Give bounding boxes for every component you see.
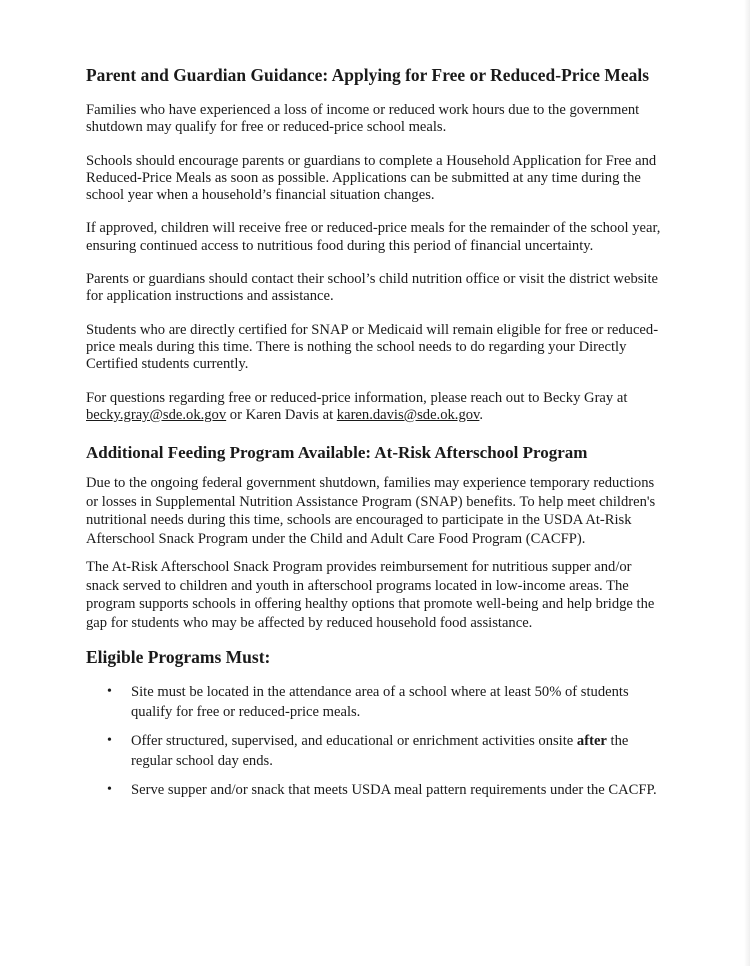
bullet-icon: • [107, 782, 112, 798]
section-title-eligible-programs: Eligible Programs Must: [86, 647, 271, 668]
bullet-icon: • [107, 684, 112, 700]
paragraph-at-risk-program: The At-Risk Afterschool Snack Program provides reimbursement for nutritious supper and/or snack served to children and youth in afterschool programs located in low-income areas. The program supports schools in offering healthy options that promote well-being and help bridge the gap for students who may be affected by reduced household food assistance. [86, 559, 655, 631]
list-item [86, 780, 662, 800]
contact-suffix-text: . [479, 406, 484, 423]
page-edge-shadow [744, 0, 750, 966]
section-title-parent-guidance: Parent and Guardian Guidance: Applying for Free or Reduced-Price Meals [86, 65, 650, 85]
section-title-additional-feeding: Additional Feeding Program Available: At-Risk Afterschool Program [86, 443, 588, 463]
email-link-karen-davis[interactable]: karen.davis@sde.ok.gov [336, 406, 480, 423]
list-item-text: Serve supper and/or snack that meets USDA meal pattern requirements under the CACFP. [131, 782, 657, 799]
contact-prefix-text: For questions regarding free or reduced-price information, please reach out to Becky Gray at [86, 389, 628, 406]
contact-middle-text: or Karen Davis at [226, 406, 337, 423]
email-link-becky-gray[interactable]: becky.gray@sde.ok.gov [86, 406, 227, 423]
list-item-text: Offer structured, supervised, and educational or enrichment activities onsite [131, 733, 577, 750]
paragraph-household-application: Schools should encourage parents or guardians to complete a Household Application for Free and Reduced-Price Meals as soon as possible. Applications can be submitted at any time during the school year when a household’s financial situation changes. [86, 152, 657, 204]
eligibility-list [86, 682, 662, 800]
paragraph-if-approved: If approved, children will receive free or reduced-price meals for the remainder of the school year, ensuring continued access to nutritious food during this period of financial uncertainty. [86, 220, 661, 254]
list-item-bold-text: after [576, 733, 607, 750]
paragraph-questions-contact [86, 390, 662, 425]
list-item-text: Site must be located in the attendance area of a school where at least 50% of students qualify for free or reduced-price meals. [131, 684, 629, 721]
paragraph-directly-certified: Students who are directly certified for SNAP or Medicaid will remain eligible for free or reduced-price meals during this time. There is nothing the school needs to do regarding your Directly Certified students currently. [86, 321, 659, 373]
list-item [86, 682, 662, 722]
bullet-icon: • [107, 733, 112, 749]
list-item-text: the regular school day ends. [131, 733, 629, 770]
paragraph-shutdown-snap: Due to the ongoing federal government shutdown, families may experience temporary reductions or losses in Supplemental Nutrition Assistance Program (SNAP) benefits. To help meet children's nutritional needs during this time, schools are encouraged to participate in the USDA At-Risk Afterschool Snack Program under the Child and Adult Care Food Program (CACFP). [86, 475, 656, 547]
paragraph-loss-of-income: Families who have experienced a loss of income or reduced work hours due to the government shutdown may qualify for free or reduced-price school meals. [86, 102, 640, 136]
list-item [86, 731, 662, 771]
paragraph-contact-school: Parents or guardians should contact their school’s child nutrition office or visit the district website for application instructions and assistance. [86, 271, 659, 305]
